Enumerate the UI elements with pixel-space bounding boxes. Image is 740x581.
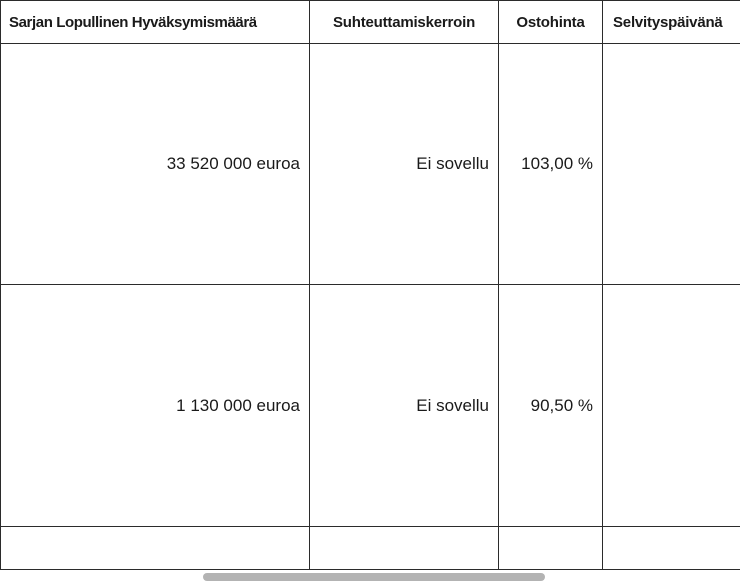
header-purchase-price: Ostohinta [499,1,603,44]
header-final-acceptance-amount: Sarjan Lopullinen Hyväksymismäärä [1,1,310,44]
cell-settlement-date [603,285,740,527]
table-row [1,44,740,285]
horizontal-scrollbar-thumb[interactable] [203,573,545,581]
header-proration-factor: Suhteuttamiskerroin [310,1,499,44]
header-row [1,1,740,44]
cell-proration-factor: Ei sovellu [310,44,499,285]
cell-empty [310,527,499,570]
table-row [1,285,740,527]
cell-proration-factor: Ei sovellu [310,285,499,527]
cell-empty [1,527,310,570]
table-row [1,527,740,570]
cell-acceptance-amount: 33 520 000 euroa [1,44,310,285]
cell-purchase-price: 90,50 % [499,285,603,527]
cell-acceptance-amount: 1 130 000 euroa [1,285,310,527]
header-settlement-date: Selvityspäivänä [603,1,740,44]
cell-purchase-price: 103,00 % [499,44,603,285]
cell-empty [499,527,603,570]
cell-settlement-date [603,44,740,285]
cell-empty [603,527,740,570]
